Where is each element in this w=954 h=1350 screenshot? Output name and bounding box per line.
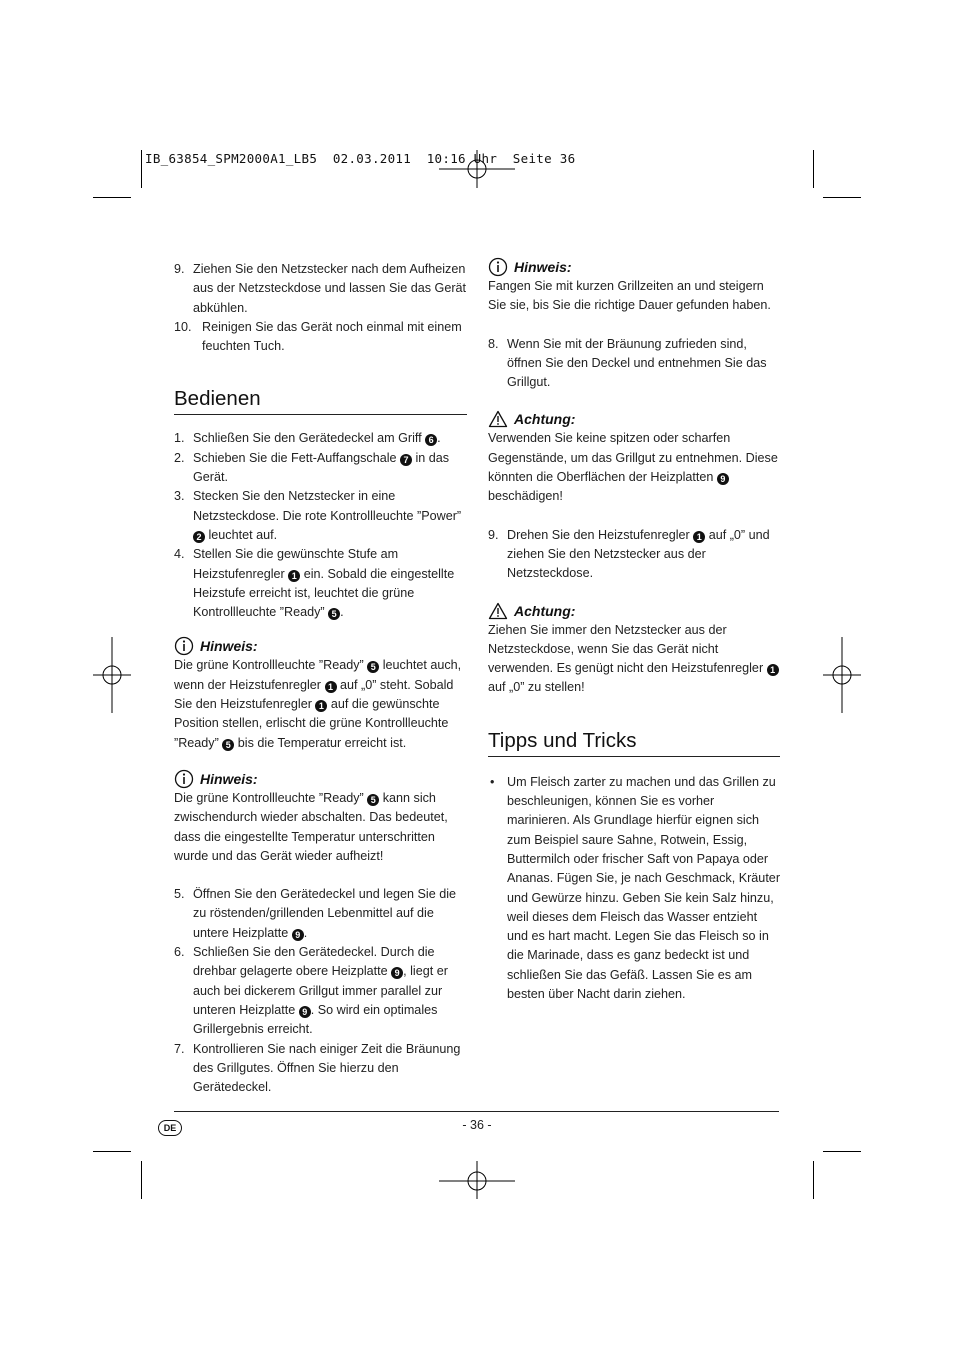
left-column — [174, 260, 467, 1097]
note-heading: Hinweis: — [174, 769, 467, 789]
ref-number-icon: 1 — [315, 700, 327, 712]
info-icon — [488, 257, 508, 277]
ref-number-icon: 9 — [299, 1006, 311, 1018]
language-badge: DE — [158, 1120, 182, 1136]
ref-number-icon: 5 — [222, 739, 234, 751]
warning-text: Verwenden Sie keine spitzen oder scharfen Gegenstände, um das Grillgut zu entnehmen. Diese könnten die Oberflächen der Heizplatten 9 beschädigen! — [488, 431, 778, 504]
list-item: 9. Drehen Sie den Heizstufenregler 1 auf „0” und ziehen Sie den Netzstecker aus der Netzsteckdose. — [488, 527, 770, 581]
ref-number-icon: 7 — [400, 454, 412, 466]
ref-number-icon: 5 — [367, 661, 379, 673]
warning-triangle-icon — [488, 410, 508, 428]
list-item: 7. Kontrollieren Sie nach einiger Zeit die Bräunung des Grillgutes. Öffnen Sie hierzu den Gerätedeckel. — [174, 1041, 461, 1095]
list-item: 8. Wenn Sie mit der Bräunung zufrieden sind, öffnen Sie den Deckel und entnehmen Sie das Grillgut. — [488, 336, 767, 390]
list-item: 10. Reinigen Sie das Gerät noch einmal mit einem feuchten Tuch. — [174, 319, 462, 354]
ref-number-icon: 1 — [693, 531, 705, 543]
list-item: 6. Schließen Sie den Gerätedeckel. Durch die drehbar gelagerte obere Heizplatte 9 , liegt er auch bei dickerem Grillgut immer parallel zur unteren Heizplatte 9 . So wird ein optimales Grillergebnis erreicht. — [174, 945, 448, 1037]
warning-heading: Achtung: — [488, 601, 780, 621]
list-item: 4. Stellen Sie die gewünschte Stufe am Heizstufenregler 1 ein. Sobald die eingestellte Heizstufe erreicht ist, leuchtet die grüne Kontrollleuchte ”Ready” 5 . — [174, 547, 455, 620]
bullet-icon: • — [490, 774, 495, 789]
info-icon — [174, 636, 194, 656]
section-heading-tipps: Tipps und Tricks — [488, 729, 780, 757]
info-icon — [174, 769, 194, 789]
list-item: 1. Schließen Sie den Gerätedeckel am Griff 6 . — [174, 431, 441, 446]
print-slug: IB_63854_SPM2000A1_LB5 02.03.2011 10:16 Uhr Seite 36 — [145, 151, 576, 166]
warning-text: Ziehen Sie immer den Netzstecker aus der Netzsteckdose, wenn Sie das Gerät nicht verwenden. Es genügt nicht den Heizstufenregler 1 auf „0” zu stellen! — [488, 621, 780, 698]
ref-number-icon: 2 — [193, 531, 205, 543]
note-text: Die grüne Kontrollleuchte ”Ready” 5 kann sich zwischendurch wieder abschalten. Das bedeutet, dass die eingestellte Temperatur unterschritten wurde und das Gerät wieder aufheizt! — [174, 790, 448, 863]
section-heading-bedienen: Bedienen — [174, 387, 467, 415]
footer-rule — [174, 1111, 779, 1112]
ref-number-icon: 6 — [425, 434, 437, 446]
ref-number-icon: 5 — [328, 608, 340, 620]
warning-heading: Achtung: — [488, 409, 780, 429]
list-item: 2. Schieben Sie die Fett-Auffangschale 7 in das Gerät. — [174, 450, 450, 485]
note-text: Die grüne Kontrollleuchte ”Ready” 5 leuchtet auch, wenn der Heizstufenregler 1 auf „0” steht. Sobald Sie den Heizstufenregler 1 auf die gewünschte Position stellen, erlischt die grüne Kontrollleuchte ”Ready” 5 bis die Temperatur erreicht ist. — [174, 658, 462, 750]
ref-number-icon: 1 — [767, 664, 779, 676]
note-text: Fangen Sie mit kurzen Grillzeiten an und steigern Sie sie, bis Sie die richtige Dauer gefunden haben. — [488, 279, 771, 313]
note-heading: Hinweis: — [174, 636, 467, 656]
list-item: 5. Öffnen Sie den Gerätedeckel und legen Sie die zu röstenden/grillenden Lebenmittel auf die untere Heizplatte 9 . — [174, 887, 457, 940]
ref-number-icon: 1 — [288, 570, 300, 582]
ref-number-icon: 1 — [325, 681, 337, 693]
list-item: 9. Ziehen Sie den Netzstecker nach dem Aufheizen aus der Netzsteckdose und lassen Sie das Gerät abkühlen. — [174, 262, 467, 315]
note-heading: Hinweis: — [488, 257, 780, 277]
page-number: - 36 - — [462, 1118, 492, 1132]
ref-number-icon: 9 — [717, 473, 729, 485]
ref-number-icon: 9 — [391, 967, 403, 979]
list-item: 3. Stecken Sie den Netzstecker in eine Netzsteckdose. Die rote Kontrollleuchte ”Power” 2 leuchtet auf. — [174, 489, 462, 542]
ref-number-icon: 9 — [292, 929, 304, 941]
right-column — [488, 257, 780, 1004]
list-item: • Um Fleisch zarter zu machen und das Grillen zu beschleunigen, können Sie es vorher marinieren. Als Grundlage hierfür eignen sich zum Beispiel saure Sahne, Rotwein, Essig, Buttermilch oder frischer Saft von Papaya oder Ananas. Fügen Sie, je nach Geschmack, Kräuter und Gewürze hinzu. Geben Sie kein Salz hinzu, weil dieses dem Fleisch das Wasser entzieht und es hart macht. Legen Sie das Fleisch so in die Marinade, dass es ganz bedeckt ist und schließen Sie das Gefäß. Lassen Sie es am besten über Nacht darin ziehen. — [490, 774, 781, 1002]
warning-triangle-icon — [488, 602, 508, 620]
ref-number-icon: 5 — [367, 794, 379, 806]
